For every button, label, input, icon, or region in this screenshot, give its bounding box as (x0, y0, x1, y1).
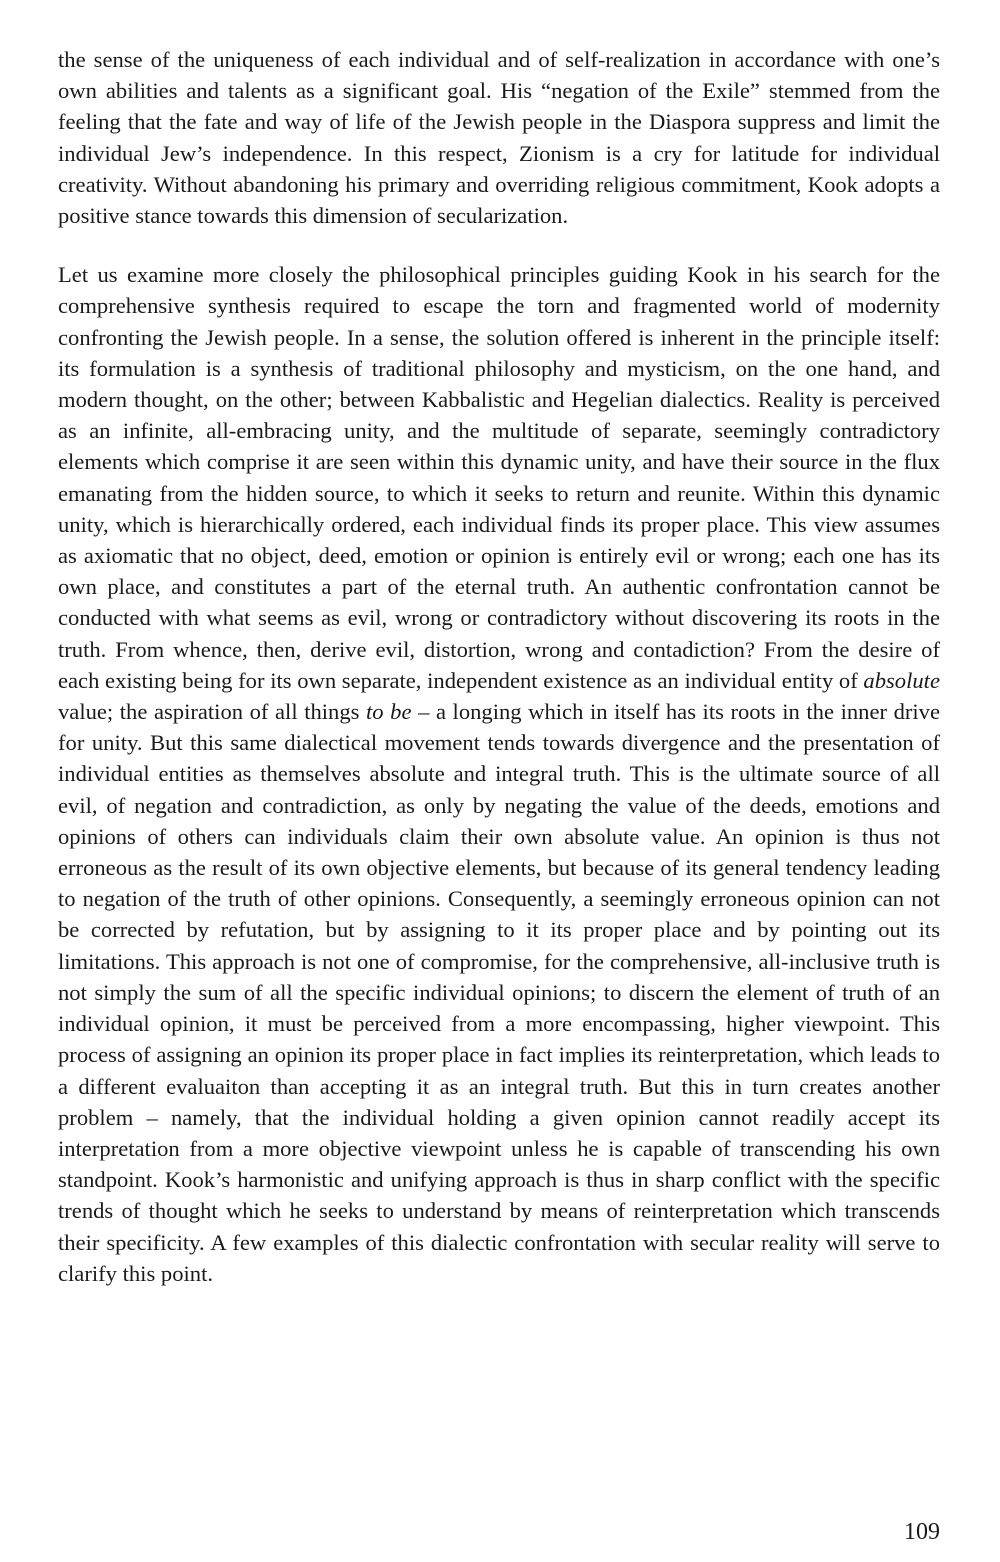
page-number: 109 (904, 1519, 940, 1545)
paragraph-2-text-c: – a longing which in itself has its roots in the inner drive for unity. But this same dialectical movement tends towards divergence and the presentation of individual entities as themselves absolute and integral truth. This is the ultimate source of all evil, of negation and contradiction, as only by negating the value of the deeds, emotions and opinions of others can individuals claim their own absolute value. An opinion is thus not erroneous as the result of its own objective elements, but because of its general tendency leading to negation of the truth of other opinions. Consequently, a seemingly erroneous opinion can not be corrected by refutation, but by assigning to it its proper place and by pointing out its limitations. This approach is not one of compromise, for the comprehensive, all-inclusive truth is not simply the sum of all the specific individual opinions; to discern the element of truth of an individual opinion, it must be perceived from a more encompassing, higher viewpoint. This process of assigning an opinion its proper place in fact implies its reinterpretation, which leads to a different evaluaiton than accepting it as an integral truth. But this in turn creates another problem – namely, that the individual holding a given opinion cannot readily accept its interpretation from a more objective viewpoint unless he is capable of transcending his own standpoint. Kook’s harmonistic and unifying approach is thus in sharp conflict with the specific trends of thought which he seeks to understand by means of reinterpretation which transcends their specificity. A few examples of this dialectic confrontation with secular reality will serve to clarify this point. (58, 699, 941, 1286)
emphasis-absolute: absolute (863, 667, 940, 693)
paragraph-2-text-b: value; the aspiration of all things (58, 699, 367, 725)
page-body (58, 44, 940, 1289)
emphasis-to-be: to be (366, 699, 412, 725)
paragraph-1 (58, 44, 940, 231)
paragraph-2 (58, 259, 940, 1289)
paragraph-2-text-a: Let us examine more closely the philosophical principles guiding Kook in his search for the comprehensive synthesis required to escape the torn and fragmented world of modernity confronting the Jewish people. In a sense, the solution offered is inherent in the principle itself: its formulation is a synthesis of traditional philosophy and mysticism, on the one hand, and modern thought, on the other; between Kabbalistic and Hegelian dialectics. Reality is perceived as an infinite, all-embracing unity, and the multitude of separate, seemingly contradictory elements which comprise it are seen within this dynamic unity, and have their source in the flux emanating from the hidden source, to which it seeks to return and reunite. Within this dynamic unity, which is hierarchically ordered, each individual finds its proper place. This view assumes as axiomatic that no object, deed, emotion or opinion is entirely evil or wrong; each one has its own place, and constitutes a part of the eternal truth. An authentic confrontation cannot be conducted with what seems as evil, wrong or contradictory without discovering its roots in the truth. From whence, then, derive evil, distortion, wrong and contadiction? From the desire of each existing being for its own separate, independent existence as an individual entity of (58, 262, 940, 693)
paragraph-1-text: the sense of the uniqueness of each individual and of self-realization in accordance with one’s own abilities and talents as a significant goal. His “negation of the Exile” stemmed from the feeling that the fate and way of life of the Jewish people in the Diaspora suppress and limit the individual Jew’s independence. In this respect, Zionism is a cry for latitude for individual creativity. Without abandoning his primary and overriding religious commitment, Kook adopts a positive stance towards this dimension of secularization. (58, 47, 940, 229)
